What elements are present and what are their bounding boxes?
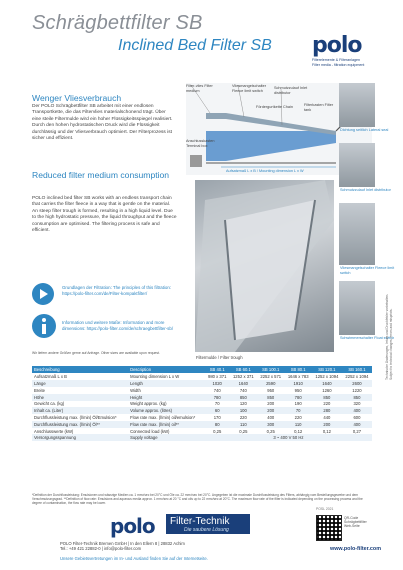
footer-logo	[110, 514, 260, 538]
disclaimer-vertical: Technische Änderungen, Irrtum und Druckfehler vorbehalten. Subject to technical changes, errors and misprints.	[385, 293, 393, 380]
table-cell: 170	[213, 414, 221, 420]
logo-tagline-en: Filter media - filtration equipment	[312, 62, 365, 67]
table-cell: 1646 x 783	[287, 374, 309, 380]
table-cell: 0,12	[294, 428, 303, 434]
info-icon	[32, 314, 56, 338]
table-cell: 100	[230, 407, 257, 414]
table-cell: 1910	[284, 380, 311, 387]
table-row	[32, 401, 372, 408]
header-cell: SB 40.1	[205, 366, 230, 373]
table-cell: 110	[284, 421, 311, 428]
table-cell: 280	[312, 407, 342, 414]
header	[0, 0, 403, 90]
table-cell: Volume approx. (litres)	[128, 407, 205, 414]
table-cell: Width	[130, 387, 141, 393]
intro-text-en: POLO inclined bed filter SB works with an endless transport chain that carries the filter fleece in a way that is gentle on the material. An steep filter trough is formed, resulting in a high liquid level. Due to the high hydrostatic pressure, the liquid throughput and the fleece consumption are optimised. The filtering process is safe and efficient.	[32, 196, 177, 234]
caption-lateral-seal: Dichtung seitlich Lateral seal	[340, 128, 389, 132]
table-cell: Weight approx. (kg)	[130, 401, 167, 407]
table-cell: Connected load (kW)	[130, 428, 170, 434]
photo-fleece-switch	[339, 203, 375, 265]
table-cell: 850	[257, 394, 284, 401]
table-cell: 1252 x 371	[232, 374, 254, 380]
table-cell: 320	[353, 401, 361, 407]
table-cell: 200	[257, 407, 284, 414]
label-fleece-feed: Vliesmangelschalter Fleece limit switch	[232, 84, 266, 93]
table-cell: Länge	[32, 380, 128, 387]
table-cell: 0,25	[213, 428, 222, 434]
table-cell: 1220	[352, 387, 362, 393]
photo-inlet-distributor	[339, 143, 375, 187]
table-row	[32, 407, 372, 414]
table-row	[32, 380, 372, 387]
spec-table	[32, 366, 372, 441]
table-cell: 740	[239, 387, 247, 393]
table-cell: 2590	[257, 380, 284, 387]
table-cell: 190	[294, 401, 302, 407]
address-line: POLO Filter-Technik Bremen GmbH | In den Ellern 8 | 28832 Achim	[60, 541, 185, 546]
table-cell: Höhe	[32, 394, 128, 401]
label-filter-fleece: Filter-vlies Filter medium	[186, 84, 213, 93]
header-cell: Beschreibung	[32, 366, 128, 373]
header-cell: SB 60.1	[230, 366, 257, 373]
table-cell: 80	[205, 421, 230, 428]
table-row	[32, 434, 372, 441]
table-cell: 980 x 371	[208, 374, 227, 380]
footer-web-line[interactable]: Unsere Gebietsvertretungen im In- und Ausland finden Sie auf der Internetseite.	[60, 556, 208, 561]
table-cell: 120	[239, 401, 247, 407]
table-cell: 2600	[342, 380, 372, 387]
table-cell: 200	[267, 401, 275, 407]
trough-illustration	[195, 180, 334, 352]
table-cell: Mounting dimension L x W	[130, 374, 180, 380]
table-cell: 850	[312, 394, 342, 401]
qr-code[interactable]	[316, 515, 342, 541]
company-logo	[312, 33, 370, 67]
table-cell: 1020	[205, 380, 230, 387]
caption-filter-trough: Filtermulde / Filter trough	[196, 355, 243, 360]
label-dims: Aufsatzmaß L x B / Mounting dimension L x W	[226, 169, 304, 173]
table-cell: 70	[284, 407, 311, 414]
table-cell: Versorgungsspannung	[32, 434, 128, 441]
table-row	[32, 373, 372, 380]
table-cell: Length	[128, 380, 205, 387]
table-row	[32, 428, 372, 435]
heading-en: Reduced filter medium consumption	[32, 170, 170, 180]
version-label: POSL 2021	[316, 507, 334, 511]
table-cell: 3 ~ 400 V 50 Hz	[205, 434, 372, 441]
table-cell: 300	[257, 421, 284, 428]
table-cell: Durchflussleistung max. (l/min) Öl**	[32, 421, 128, 428]
photo-lateral-seal	[339, 83, 375, 127]
label-filter-tank: Filterkasten Filter tank	[304, 103, 334, 112]
table-cell: 780	[284, 394, 311, 401]
header-cell: SB 160.1	[342, 366, 372, 373]
intro-text-de: Der POLO Schrägbettfilter SB arbeitet mit einer endlosen Transportkette, die das Filtervlies materialschonend trägt. Über eine steile Filtermulde wird ein hoher Flüssigkeitsspiegel realisiert. Durch den hohen hydrostatischen Druck wird die Flüssigkeit durchlässig und der Vliesverbrauch optimiert. Der Filterprozess ist sicher und effizient.	[32, 104, 173, 142]
logo-tagline-de: Filterelemente & Filteranlagen	[312, 58, 360, 62]
label-terminal: Anschlusskasten Terminal box	[186, 139, 215, 148]
link-principles[interactable]	[32, 283, 182, 311]
table-cell: 220	[323, 401, 331, 407]
table-row	[32, 414, 372, 421]
table-cell: 70	[214, 401, 220, 407]
table-row	[32, 394, 372, 401]
header-cell: SB 120.1	[312, 366, 342, 373]
table-note: Wir liefern andere Größen gerne auf Anfrage. Other sizes are available upon request.	[32, 351, 160, 355]
link-principles-text[interactable]: Grundlagen der Filtration: The principles of this filtration: https://polo-filter.com/de/Filter-kompaktfilter/	[62, 285, 172, 296]
table-row	[32, 421, 372, 428]
table-cell: 2252 x 571	[260, 374, 282, 380]
footnotes: *Definition der Durchflussleistung: Emulsionen und wässrige Medien ca. 1 mm²/sec bei 20°C und Öle ca. 22 mm²/sec bei 20°C. Angegeben ist die maximale Durchflussleistung des Filters, abhängig vom Bestellungsgewebe und dem Verschmutzungsgrad. **Definition of flow rate: Emulsions and aqueous media approx. 1 mm²/sec at 20 °C and oils up to 22 mm²/sec at 20°C. The maximum flow rate of the filter is indicated depending on the processing process and the degree of contamination, the flow rate may be lower.	[32, 493, 363, 505]
table-cell: 850	[230, 394, 257, 401]
table-cell: 850	[342, 394, 372, 401]
table-cell: Flow rate max. (l/min) oil**	[128, 421, 205, 428]
header-cell: Description	[128, 366, 205, 373]
logo-wordmark: polo	[312, 33, 362, 58]
caption-fleece-switch: Vliesmangelschalter Fleece limit switch	[340, 266, 395, 275]
header-cell: SB 100.1	[257, 366, 284, 373]
photo-float-switch	[339, 281, 375, 335]
table-cell: 220	[239, 414, 247, 420]
table-cell: 60	[205, 407, 230, 414]
table-cell: 220	[294, 414, 302, 420]
website-link[interactable]: www.polo-filter.com	[330, 546, 382, 552]
table-cell: Inhalt ca. (Liter)	[32, 407, 128, 414]
link-info[interactable]	[32, 314, 182, 342]
table-cell: 1640	[312, 380, 342, 387]
label-dirt-feed: Schmutzzulauf Inlet distributor	[274, 86, 308, 95]
caption-inlet-distributor: Schmutzzulauf Inlet distributor	[340, 188, 391, 192]
table-cell: 950	[294, 387, 302, 393]
table-cell: 400	[267, 414, 275, 420]
footer-brand: Filter-Technik	[170, 516, 230, 527]
heading-de: Wenger Vliesverbrauch	[32, 93, 122, 103]
table-cell: 950	[267, 387, 275, 393]
table-cell: 400	[342, 407, 372, 414]
table-cell: 200	[312, 421, 342, 428]
table-cell: 1640	[230, 380, 257, 387]
table-cell: Height	[128, 394, 205, 401]
table-cell: Gewicht ca. (kg)	[34, 401, 65, 407]
page-subtitle: Inclined Bed Filter SB	[118, 37, 272, 54]
table-cell: 2252 x 1094	[345, 374, 369, 380]
table-cell: 0,25	[266, 428, 275, 434]
footer-slogan: Die saubere Lösung	[184, 527, 229, 533]
table-cell: 740	[213, 387, 221, 393]
table-cell: 1252 x 1094	[315, 374, 339, 380]
contact-line: Tel.: +49 421 22882-0 | info@polo-filter.com	[60, 546, 142, 552]
qr-label: QR-Code Schrägbettfilter Web-Seite	[344, 516, 367, 529]
table-cell: Anschlusswerte (kW)	[34, 428, 74, 434]
table-cell: 1260	[322, 387, 332, 393]
table-cell: Supply voltage	[128, 434, 205, 441]
table-cell: 440	[323, 414, 331, 420]
table-header-row	[32, 366, 372, 373]
footer-logo-wordmark: polo	[110, 514, 155, 538]
table-row	[32, 387, 372, 394]
play-icon	[32, 283, 54, 305]
table-cell: 0,25	[239, 428, 248, 434]
header-cell: SB 80.1	[284, 366, 311, 373]
photo-filter-trough	[195, 180, 334, 352]
table-cell: 0,27	[352, 428, 362, 434]
link-info-text[interactable]: Information und weitere Maße: Information and more dimensions: https://polo-filter.com/de/schraegbettfilter-sb/	[62, 320, 174, 331]
table-cell: Flow rate max. (l/min) oil/emulsion*	[130, 414, 196, 420]
table-cell: 110	[230, 421, 257, 428]
table-cell: 400	[342, 421, 372, 428]
table-cell: 0,12	[322, 428, 331, 434]
page-title: Schrägbettfilter SB	[32, 12, 203, 34]
label-scraper: Fördergurtkette Chain	[256, 105, 293, 109]
footer-address	[60, 541, 185, 552]
table-cell: Durchflussleistung max. (l/min) Öl/Emulsion*	[34, 414, 117, 420]
table-cell: 780	[205, 394, 230, 401]
table-cell: Aufsatzmaß L x B	[34, 374, 67, 380]
caption-float-switch: Schwimmerschalter Float switch	[340, 336, 395, 340]
table-cell: Breite	[34, 387, 45, 393]
table-cell: 600	[353, 414, 361, 420]
